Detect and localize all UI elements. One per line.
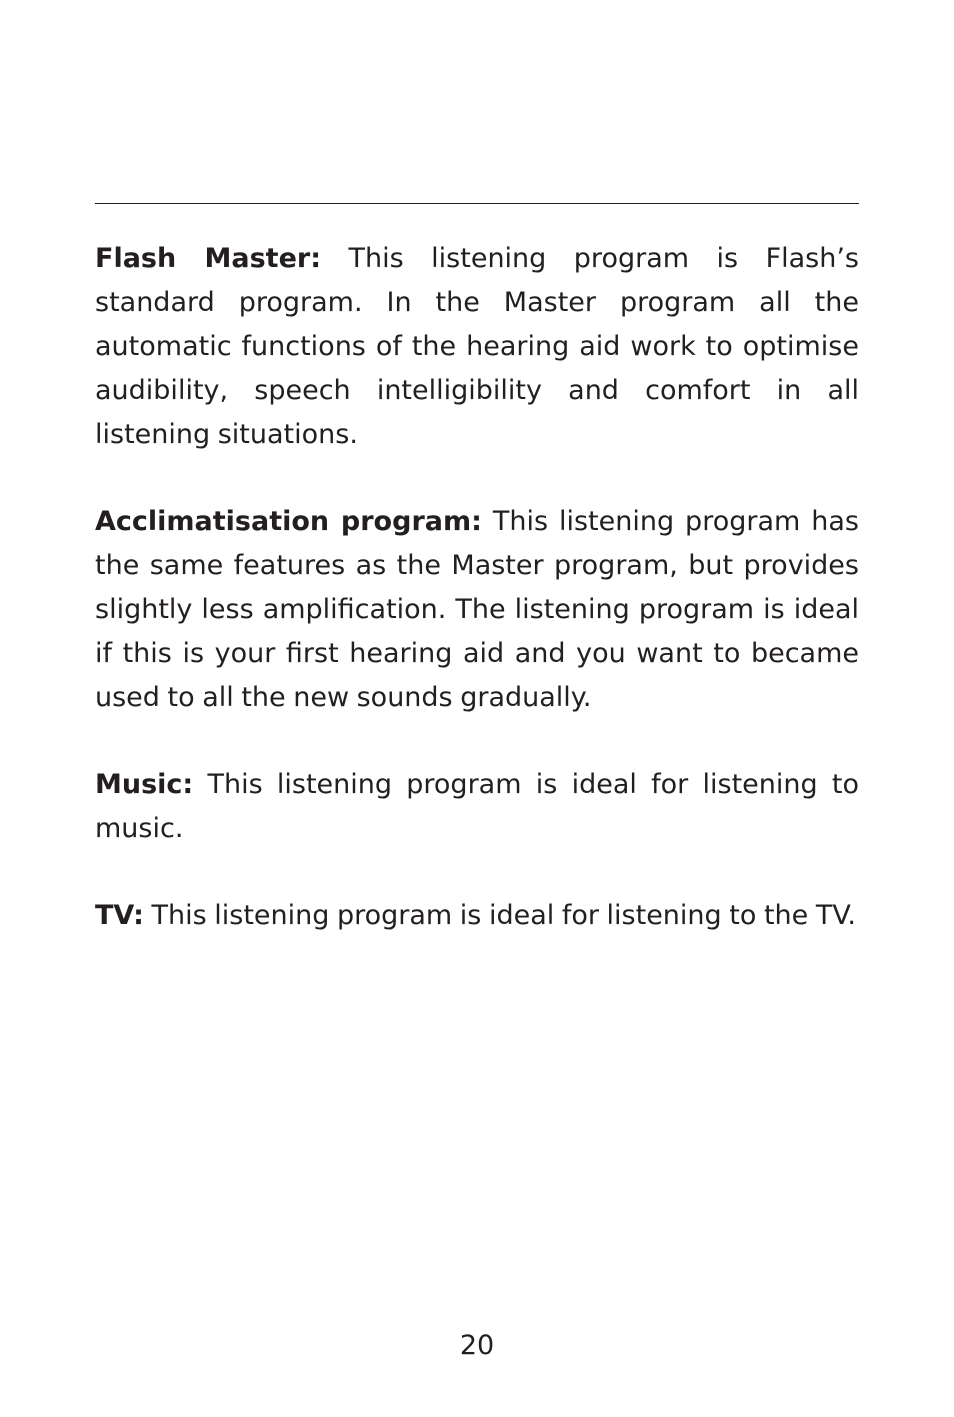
description-acclimatisation: This listening program has the same features as the Master program, but provides slightly less amplification. The listening program is ideal if this is your first hearing aid and you want to became used to all the new sounds gradually.: [95, 506, 859, 713]
paragraph-tv: [95, 894, 859, 938]
term-music: Music:: [95, 769, 194, 800]
paragraph-flash-master: [95, 237, 859, 457]
term-acclimatisation: Acclimatisation program:: [95, 506, 482, 537]
term-tv: TV:: [95, 900, 144, 931]
paragraph-music: [95, 763, 859, 851]
description-music: This listening program is ideal for listening to music.: [95, 769, 859, 844]
header-rule: [95, 203, 859, 204]
description-tv: This listening program is ideal for listening to the TV.: [151, 900, 856, 931]
page-number: 20: [459, 1330, 495, 1361]
main-content: [95, 237, 859, 981]
term-flash-master: Flash Master:: [95, 243, 322, 274]
description-flash-master: This listening program is Flash’s standard program. In the Master program all the automatic functions of the hearing aid work to optimise audibility, speech intelligibility and comfort in all listening situations.: [95, 243, 859, 450]
paragraph-acclimatisation: [95, 500, 859, 720]
